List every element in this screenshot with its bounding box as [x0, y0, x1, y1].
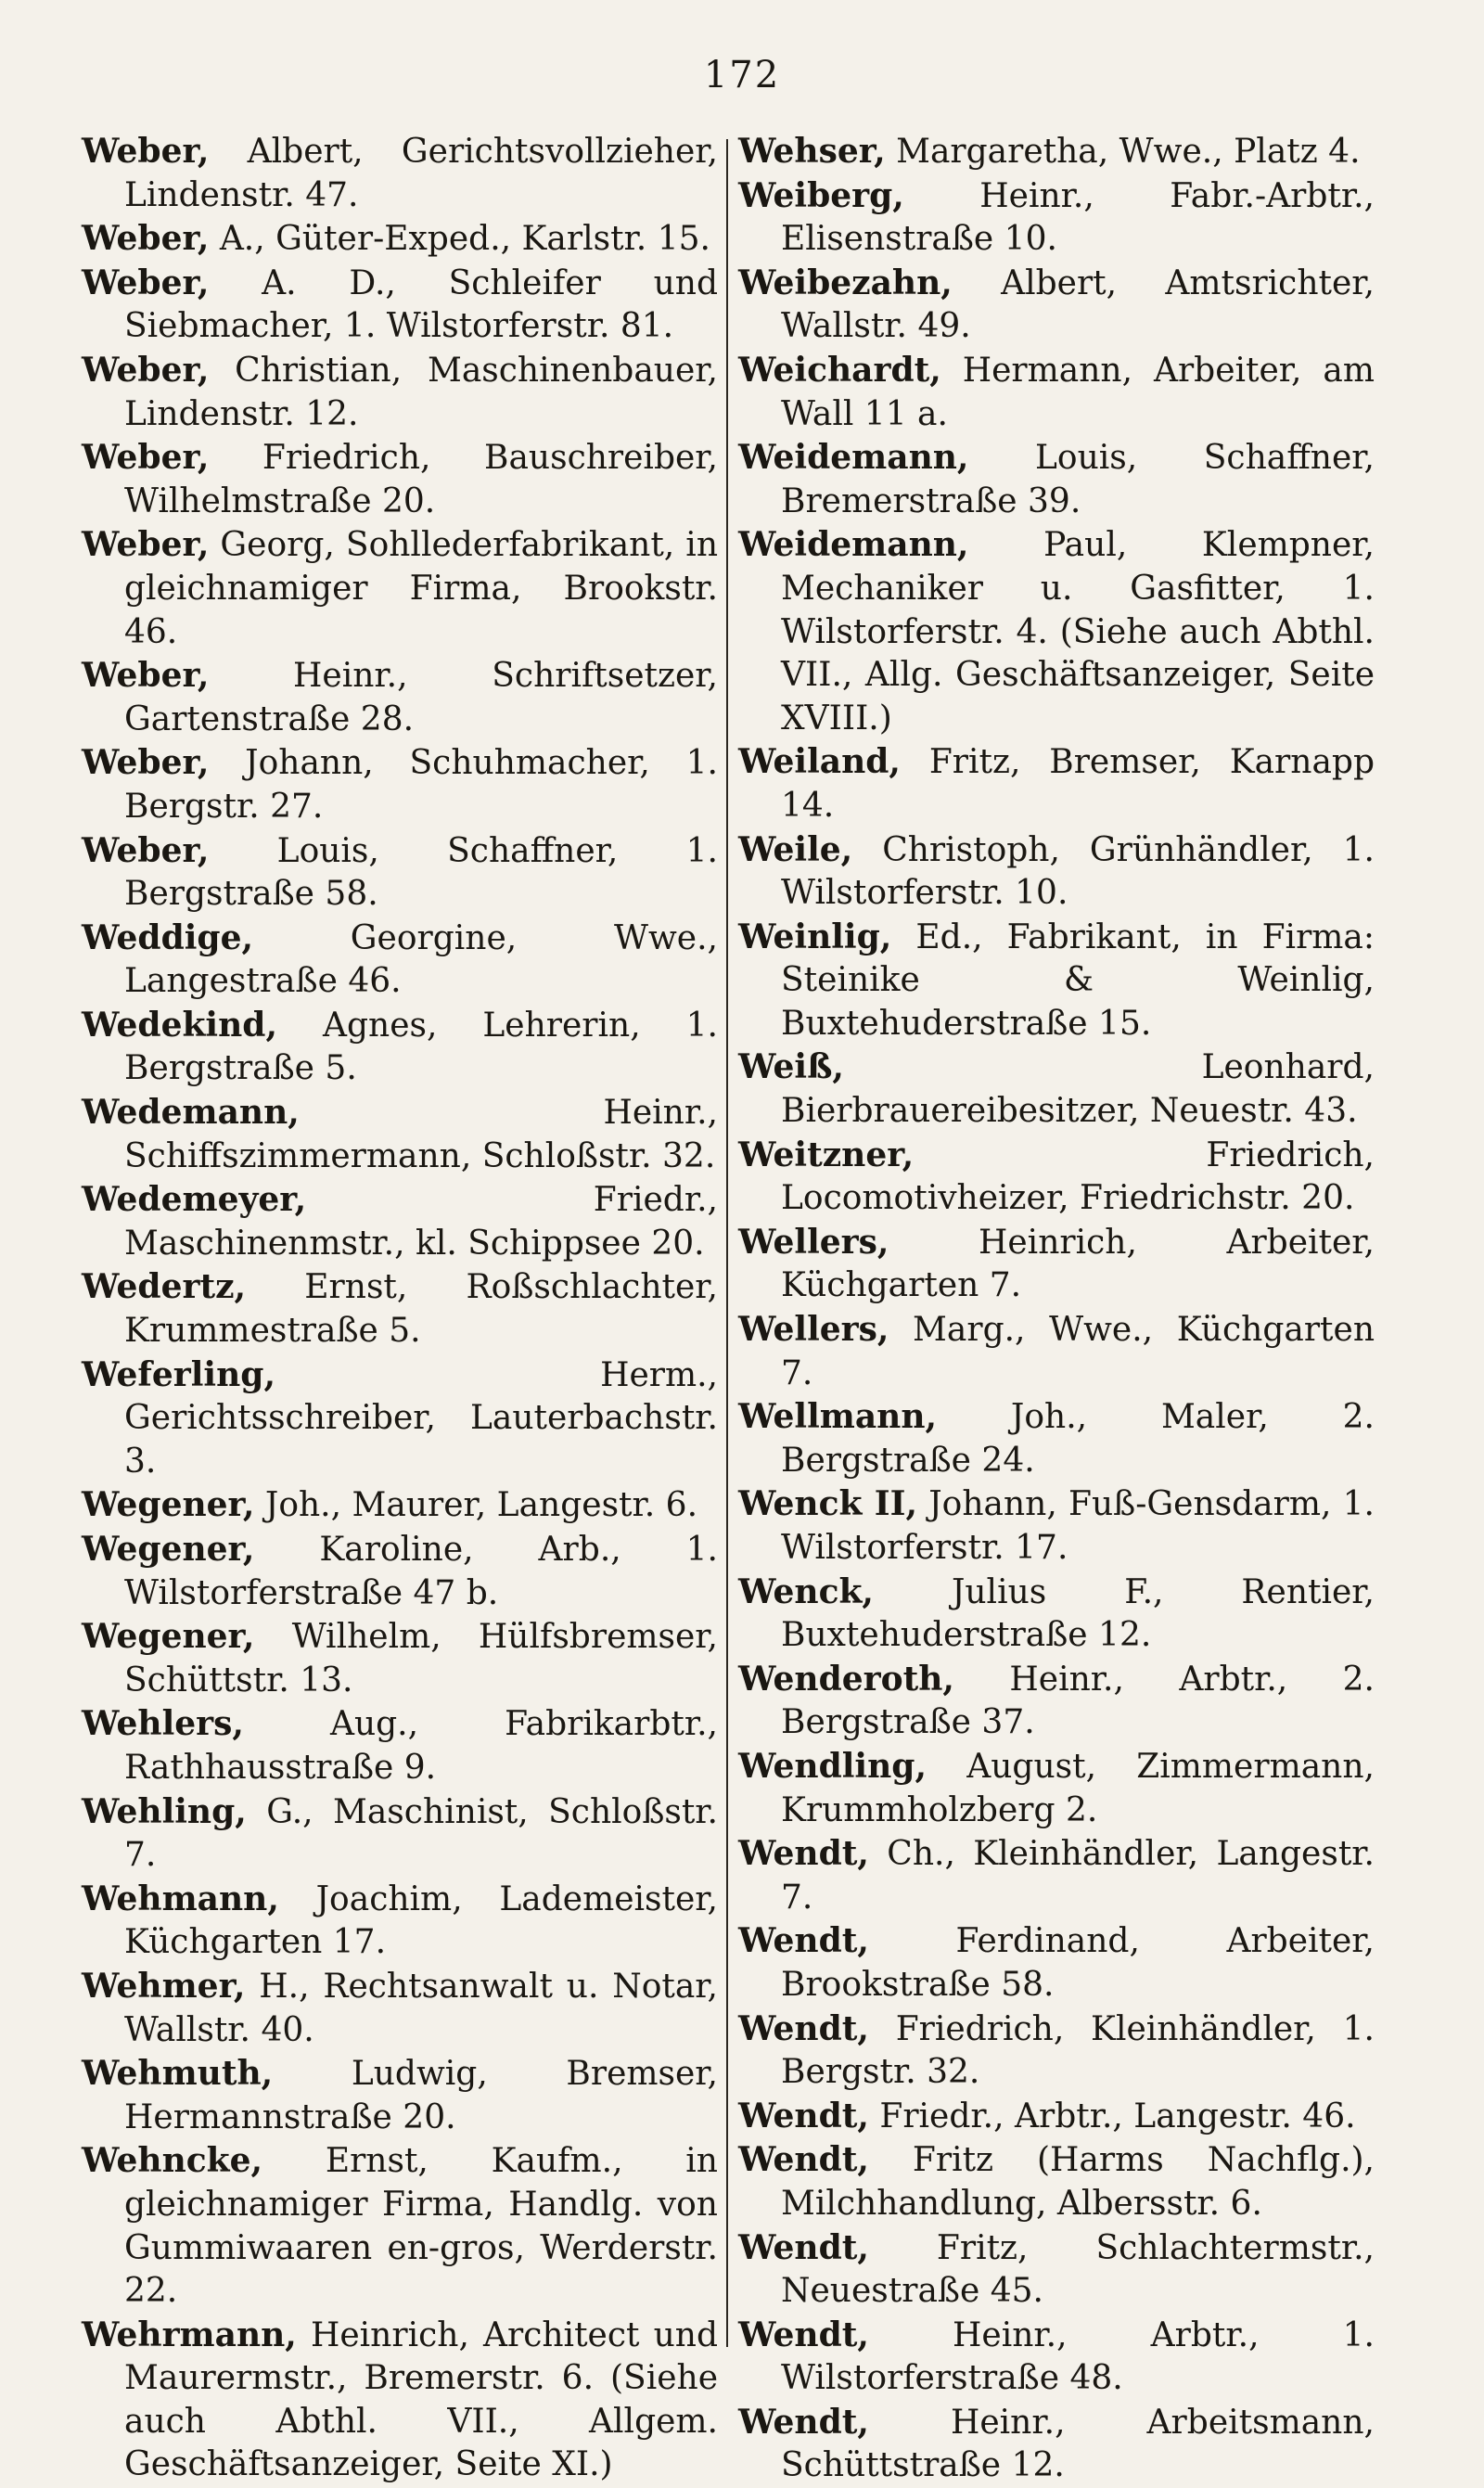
page-number: 172 — [703, 54, 781, 96]
entry-surname: Wendt, — [738, 1921, 869, 1961]
entry-details: Heinr., Schiffszimmermann, Schloßstr. 32. — [124, 1094, 718, 1175]
directory-entry — [82, 262, 718, 349]
entry-details: Ludwig, Bremser, Hermannstraße 20. — [124, 2055, 718, 2136]
directory-entry — [738, 828, 1375, 916]
entry-details: Friedr., Arbtr., Langestr. 46. — [879, 2097, 1356, 2135]
entry-details: Karoline, Arb., 1. Wilstorferstraße 47 b. — [124, 1531, 719, 1612]
entry-surname: Weiland, — [738, 742, 901, 782]
entry-details: Joh., Maurer, Langestr. 6. — [264, 1486, 698, 1525]
entry-surname: Wendt, — [738, 2402, 869, 2442]
entry-surname: Weber, — [82, 830, 210, 870]
entry-details: Paul, Klempner, Mechaniker u. Gasfitter, 1. Wilstorferstr. 4. (Siehe auch Abthl. VII., Allg. Geschäftsanzeiger, Seite XVIII.) — [781, 526, 1375, 737]
directory-entry — [82, 1004, 718, 1091]
directory-entry — [82, 1528, 718, 1615]
directory-entry — [738, 1745, 1375, 1832]
directory-entry — [738, 2095, 1375, 2139]
directory-entry — [82, 523, 718, 654]
entry-surname: Wehlers, — [82, 1704, 244, 1744]
directory-entry — [82, 2139, 718, 2313]
entry-surname: Wegener, — [82, 1485, 255, 1525]
directory-entry — [82, 654, 718, 741]
entry-surname: Weferling, — [82, 1354, 275, 1394]
directory-entry — [82, 1702, 718, 1789]
directory-entry — [738, 1308, 1375, 1395]
directory-entry — [738, 2314, 1375, 2401]
entry-surname: Wendt, — [738, 2227, 869, 2267]
entry-surname: Wegener, — [82, 1617, 255, 1657]
entry-surname: Wehser, — [738, 132, 886, 171]
entry-details: Christoph, Grünhändler, 1. Wilstorferstr. 10. — [781, 830, 1375, 913]
entry-details: Julius F., Rentier, Buxtehuderstraße 12. — [781, 1572, 1375, 1655]
entry-surname: Wendt, — [738, 2315, 869, 2354]
entry-details: Christian, Maschinenbauer, Lindenstr. 12. — [124, 351, 718, 433]
directory-entry — [738, 1395, 1375, 1482]
directory-entry — [82, 1878, 718, 1965]
entry-details: Marg., Wwe., Küchgarten 7. — [781, 1311, 1375, 1392]
entry-surname: Wendt, — [738, 2008, 869, 2048]
entry-surname: Weibezahn, — [738, 263, 953, 302]
entry-surname: Weidemann, — [738, 438, 969, 478]
entry-details: Heinrich, Arbeiter, Küchgarten 7. — [781, 1223, 1375, 1305]
entry-details: Ed., Fabrikant, in Firma: Steinike & Weinlig, Buxtehuderstraße 15. — [781, 917, 1375, 1043]
entry-details: H., Rechtsanwalt u. Notar, Wallstr. 40. — [124, 1967, 718, 2049]
entry-surname: Wendling, — [738, 1746, 927, 1786]
entry-details: Heinr., Arbtr., 2. Bergstraße 37. — [781, 1660, 1375, 1742]
entry-details: Hermann, Arbeiter, am Wall 11 a. — [781, 351, 1375, 433]
entry-surname: Weichardt, — [738, 350, 941, 390]
directory-entry — [82, 829, 718, 917]
directory-entry — [82, 1615, 718, 1702]
entry-details: Albert, Gerichtsvollzieher, Lindenstr. 47. — [124, 133, 718, 214]
entry-details: Heinrich, Architect und Maurermstr., Bremerstr. 6. (Siehe auch Abthl. VII., Allgem. Geschäftsanzeiger, Seite XI.) — [124, 2315, 718, 2484]
entry-surname: Wehrmann, — [82, 2315, 297, 2354]
directory-entry — [82, 1790, 718, 1878]
entry-surname: Wedemeyer, — [82, 1180, 307, 1220]
entry-surname: Weber, — [82, 743, 210, 783]
entry-details: A., Güter-Exped., Karlstr. 15. — [219, 220, 710, 259]
directory-entry — [82, 1353, 718, 1484]
entry-surname: Weile, — [738, 829, 853, 869]
entry-details: Georgine, Wwe., Langestraße 46. — [124, 918, 718, 1001]
directory-entry — [82, 130, 718, 217]
entry-details: Johann, Fuß-Gensdarm, 1. Wilstorferstr. 17. — [781, 1485, 1375, 1567]
entry-details: August, Zimmermann, Krummholzberg 2. — [781, 1747, 1375, 1829]
entry-surname: Wenderoth, — [738, 1659, 954, 1699]
directory-entry — [82, 2052, 718, 2139]
directory-entry — [82, 2314, 718, 2487]
entry-surname: Wendt, — [738, 2140, 869, 2180]
entry-details: G., Maschinist, Schloßstr. 7. — [124, 1792, 718, 1875]
entry-details: Joh., Maler, 2. Bergstraße 24. — [781, 1398, 1375, 1480]
directory-column-left — [82, 130, 718, 2487]
entry-surname: Weber, — [82, 525, 210, 565]
entry-surname: Weber, — [82, 132, 210, 171]
directory-entry — [82, 436, 718, 523]
entry-details: Heinr., Arbtr., 1. Wilstorferstraße 48. — [781, 2315, 1375, 2398]
entry-surname: Weitzner, — [738, 1135, 915, 1174]
directory-entry — [738, 436, 1375, 523]
entry-details: Fritz (Harms Nachflg.), Milchhandlung, Albersstr. 6. — [781, 2141, 1375, 2223]
directory-entry — [738, 1045, 1375, 1133]
entry-details: Heinr., Arbeitsmann, Schüttstraße 12. — [781, 2403, 1375, 2485]
directory-entry — [738, 1919, 1375, 2007]
entry-surname: Weddige, — [82, 917, 254, 957]
entry-details: Margaretha, Wwe., Platz 4. — [896, 133, 1361, 171]
directory-entry — [738, 1221, 1375, 1308]
directory-entry — [738, 2138, 1375, 2225]
entry-details: Albert, Amtsrichter, Wallstr. 49. — [781, 263, 1375, 346]
directory-entry — [738, 740, 1375, 827]
entry-details: Georg, Sohllederfabrikant, in gleichnamiger Firma, Brookstr. 46. — [124, 526, 718, 651]
directory-entry — [82, 1965, 718, 2052]
entry-details: Ernst, Roßschlachter, Krummestraße 5. — [124, 1268, 718, 1351]
directory-entry — [738, 1134, 1375, 1221]
directory-entry — [82, 1178, 718, 1265]
directory-entry — [82, 1091, 718, 1178]
entry-surname: Wendt, — [738, 2096, 869, 2135]
entry-details: Herm., Gerichtsschreiber, Lauterbachstr. 3. — [124, 1355, 718, 1481]
entry-details: Louis, Schaffner, 1. Bergstraße 58. — [124, 831, 719, 914]
entry-surname: Weidemann, — [738, 525, 969, 565]
entry-details: Friedrich, Locomotivheizer, Friedrichstr. 20. — [781, 1135, 1375, 1218]
entry-details: Wilhelm, Hülfsbremser, Schüttstr. 13. — [124, 1618, 718, 1699]
entry-surname: Weber, — [82, 219, 210, 259]
entry-surname: Wegener, — [82, 1530, 255, 1569]
entry-surname: Wendt, — [738, 1834, 869, 1874]
entry-surname: Wehmuth, — [82, 2054, 274, 2094]
directory-entry — [738, 1832, 1375, 1919]
entry-details: Fritz, Bremser, Karnapp 14. — [781, 743, 1375, 825]
entry-surname: Weber, — [82, 263, 210, 302]
directory-entry — [738, 2226, 1375, 2314]
entry-surname: Wellmann, — [738, 1397, 938, 1437]
entry-surname: Wehncke, — [82, 2141, 263, 2181]
entry-surname: Weber, — [82, 350, 210, 390]
entry-surname: Weber, — [82, 656, 210, 696]
entry-details: Leonhard, Bierbrauereibesitzer, Neuestr. 43. — [781, 1048, 1375, 1131]
directory-entry — [738, 1571, 1375, 1658]
entry-details: Aug., Fabrikarbtr., Rathhausstraße 9. — [124, 1705, 718, 1787]
entry-details: Friedrich, Kleinhändler, 1. Bergstr. 32. — [781, 2009, 1375, 2092]
entry-surname: Weber, — [82, 438, 210, 478]
entry-surname: Wedekind, — [82, 1005, 277, 1045]
entry-details: Agnes, Lehrerin, 1. Bergstraße 5. — [124, 1006, 718, 1088]
entry-surname: Wenck II, — [738, 1484, 917, 1524]
directory-entry — [738, 1658, 1375, 1745]
entry-details: Ernst, Kaufm., in gleichnamiger Firma, Handlg. von Gummiwaaren en-gros, Werderstr. 22. — [124, 2142, 718, 2311]
directory-entry — [82, 349, 718, 436]
entry-details: Heinr., Schriftsetzer, Gartenstraße 28. — [124, 657, 718, 738]
entry-surname: Wenck, — [738, 1571, 874, 1611]
directory-entry — [738, 2007, 1375, 2095]
entry-details: Johann, Schuhmacher, 1. Bergstr. 27. — [124, 744, 718, 826]
directory-entry — [82, 217, 718, 262]
entry-surname: Wehling, — [82, 1791, 247, 1831]
entry-details: A. D., Schleifer und Siebmacher, 1. Wilstorferstr. 81. — [124, 263, 718, 346]
directory-entry — [82, 917, 718, 1004]
directory-entry — [738, 130, 1375, 174]
entry-surname: Wellers, — [738, 1310, 889, 1350]
directory-entry — [82, 1483, 718, 1528]
entry-details: Ferdinand, Arbeiter, Brookstraße 58. — [781, 1922, 1375, 2004]
entry-details: Louis, Schaffner, Bremerstraße 39. — [781, 439, 1375, 520]
directory-column-right — [738, 130, 1375, 2488]
directory-entry — [738, 916, 1375, 1046]
entry-surname: Weiß, — [738, 1047, 844, 1087]
entry-surname: Wehmann, — [82, 1879, 279, 1918]
entry-surname: Wedertz, — [82, 1267, 247, 1307]
entry-surname: Weiberg, — [738, 175, 904, 215]
entry-details: Joachim, Lademeister, Küchgarten 17. — [124, 1879, 718, 1962]
directory-entry — [82, 741, 718, 828]
entry-surname: Wedemann, — [82, 1093, 300, 1133]
directory-entry — [738, 262, 1375, 349]
directory-entry — [738, 523, 1375, 740]
entry-details: Friedrich, Bauschreiber, Wilhelmstraße 20. — [124, 439, 718, 520]
entry-surname: Wehmer, — [82, 1966, 246, 2006]
entry-details: Ch., Kleinhändler, Langestr. 7. — [781, 1835, 1375, 1917]
directory-entry — [82, 1265, 718, 1353]
column-divider — [726, 139, 728, 2347]
entry-surname: Weinlig, — [738, 917, 892, 956]
entry-details: Heinr., Fabr.-Arbtr., Elisenstraße 10. — [781, 176, 1375, 259]
directory-entry — [738, 349, 1375, 436]
entry-details: Fritz, Schlachtermstr., Neuestraße 45. — [781, 2228, 1375, 2311]
entry-surname: Wellers, — [738, 1222, 889, 1262]
directory-entry — [738, 1482, 1375, 1570]
directory-entry — [738, 174, 1375, 262]
entry-details: Friedr., Maschinenmstr., kl. Schippsee 20. — [124, 1181, 718, 1263]
